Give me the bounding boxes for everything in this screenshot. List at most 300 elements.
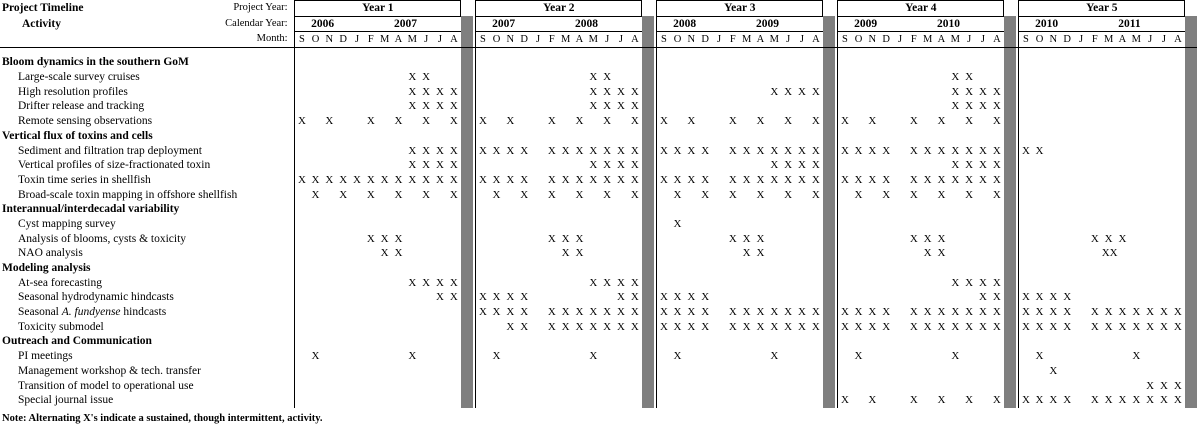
activity-mark: X (657, 305, 671, 320)
year-gap (461, 99, 473, 114)
empty-cell (405, 187, 419, 202)
year-gap (1004, 70, 1016, 85)
activity-row (0, 349, 1197, 364)
empty-cell (976, 55, 990, 70)
activity-mark: X (728, 232, 737, 245)
empty-cell (1046, 378, 1060, 393)
empty-cell (1074, 231, 1088, 246)
empty-cell (309, 217, 323, 232)
empty-cell (531, 158, 545, 173)
empty-cell (712, 187, 726, 202)
empty-cell (1060, 246, 1074, 261)
empty-cell (586, 290, 600, 305)
empty-cell (1129, 158, 1143, 173)
activity-mark: X (742, 320, 751, 333)
activity-mark: X (1063, 306, 1072, 319)
empty-cell (322, 202, 336, 217)
empty-cell (852, 99, 866, 114)
empty-cell (559, 364, 573, 379)
empty-cell (600, 378, 614, 393)
empty-cell (1129, 290, 1143, 305)
activity-row (0, 290, 1197, 305)
empty-cell (309, 334, 323, 349)
empty-cell (712, 173, 726, 188)
activity-mark: X (1132, 350, 1141, 363)
empty-cell (378, 114, 392, 129)
empty-cell (1171, 129, 1185, 144)
empty-cell (726, 261, 740, 276)
year-gap (823, 290, 835, 305)
activity-mark: X (561, 320, 570, 333)
empty-cell (559, 290, 573, 305)
empty-cell (740, 217, 754, 232)
empty-cell (893, 378, 907, 393)
empty-cell (614, 55, 628, 70)
empty-cell (1046, 143, 1060, 158)
month-label: Month: (0, 32, 292, 48)
activity-mark: X (673, 306, 682, 319)
empty-cell (1102, 114, 1116, 129)
empty-cell (879, 393, 893, 408)
calendar-year-header: 2007 (476, 16, 531, 32)
section-row (0, 202, 1197, 217)
empty-cell (781, 393, 795, 408)
activity-mark: X (937, 306, 946, 319)
empty-cell (726, 84, 740, 99)
activity-mark: X (937, 144, 946, 157)
activity-mark: X (838, 173, 852, 188)
empty-cell (573, 261, 587, 276)
year-gap (642, 143, 654, 158)
activity-mark: X (449, 159, 458, 172)
empty-cell (1157, 349, 1171, 364)
activity-mark: X (1063, 291, 1072, 304)
activity-row (0, 305, 1197, 320)
activity-mark: X (476, 305, 490, 320)
activity-mark: X (742, 232, 751, 245)
activity-mark: X (657, 173, 671, 188)
activity-mark: X (630, 291, 639, 304)
empty-cell (614, 349, 628, 364)
empty-cell (990, 364, 1004, 379)
empty-cell (1088, 114, 1102, 129)
empty-cell (531, 364, 545, 379)
year-gap (1004, 290, 1016, 305)
empty-cell (838, 202, 852, 217)
empty-cell (336, 55, 350, 70)
empty-cell (322, 70, 336, 85)
activity-mark: X (784, 115, 793, 128)
empty-cell (559, 275, 573, 290)
empty-cell (754, 393, 768, 408)
empty-cell (614, 187, 628, 202)
empty-cell (990, 70, 1004, 85)
activity-mark: X (1049, 394, 1058, 407)
empty-cell (1019, 334, 1033, 349)
header-spacer-row (0, 48, 1197, 56)
empty-cell (726, 99, 740, 114)
empty-cell (1102, 187, 1116, 202)
activity-mark: X (408, 85, 417, 98)
empty-cell (712, 143, 726, 158)
empty-cell (698, 393, 712, 408)
empty-cell (336, 319, 350, 334)
activity-mark: X (1159, 394, 1168, 407)
project-year-label: Project Year: (233, 2, 288, 14)
empty-cell (503, 378, 517, 393)
empty-cell (671, 378, 685, 393)
empty-cell (1088, 187, 1102, 202)
empty-cell (1046, 114, 1060, 129)
empty-cell (754, 334, 768, 349)
activity-mark: X (422, 173, 431, 186)
empty-cell (1060, 187, 1074, 202)
empty-cell (754, 275, 768, 290)
empty-cell (657, 158, 671, 173)
empty-cell (838, 129, 852, 144)
year-gap (642, 305, 654, 320)
empty-cell (1060, 261, 1074, 276)
empty-cell (712, 70, 726, 85)
empty-cell (671, 99, 685, 114)
empty-cell (1074, 70, 1088, 85)
empty-cell (476, 364, 490, 379)
empty-cell (503, 202, 517, 217)
year-gap (823, 99, 835, 114)
activity-mark: X (756, 247, 765, 260)
empty-cell (600, 246, 614, 261)
empty-cell (1060, 202, 1074, 217)
year-gap (642, 349, 654, 364)
empty-cell (907, 349, 921, 364)
month-header: J (600, 32, 614, 48)
empty-cell (350, 246, 364, 261)
empty-cell (545, 48, 559, 56)
project-year-header: Year 3 (657, 1, 823, 17)
year-gap (461, 114, 473, 129)
activity-row (0, 114, 1197, 129)
year-gap (461, 393, 473, 408)
activity-label: Vertical profiles of size-fractionated toxin (18, 159, 211, 172)
empty-cell (336, 334, 350, 349)
empty-cell (698, 378, 712, 393)
month-header: D (879, 32, 893, 48)
empty-cell (1102, 99, 1116, 114)
empty-cell (545, 334, 559, 349)
activity-mark: X (616, 85, 625, 98)
empty-cell (795, 217, 809, 232)
empty-cell (628, 231, 642, 246)
empty-cell (392, 158, 406, 173)
month-header: F (907, 32, 921, 48)
activity-mark: X (951, 100, 960, 113)
activity-header-cell (0, 16, 292, 32)
activity-mark: X (561, 173, 570, 186)
empty-cell (767, 202, 781, 217)
empty-cell (852, 364, 866, 379)
empty-cell (322, 290, 336, 305)
empty-cell (490, 231, 504, 246)
empty-cell (809, 70, 823, 85)
empty-cell (1074, 217, 1088, 232)
empty-cell (531, 55, 545, 70)
year-gap (1185, 1, 1197, 17)
year-gap (1004, 173, 1016, 188)
empty-cell (838, 334, 852, 349)
empty-cell (573, 158, 587, 173)
empty-cell (419, 393, 433, 408)
empty-cell (586, 364, 600, 379)
empty-cell (490, 158, 504, 173)
project-year-header: Year 2 (476, 1, 642, 17)
empty-cell (657, 48, 671, 56)
empty-cell (781, 217, 795, 232)
empty-cell (1102, 349, 1116, 364)
activity-mark: X (520, 188, 529, 201)
empty-cell (838, 55, 852, 70)
empty-cell (754, 129, 768, 144)
activity-mark: X (1104, 306, 1113, 319)
empty-cell (531, 187, 545, 202)
activity-mark: X (909, 115, 918, 128)
empty-cell (726, 275, 740, 290)
empty-cell (628, 217, 642, 232)
project-year-header: Year 4 (838, 1, 1004, 17)
empty-cell (392, 129, 406, 144)
empty-cell (490, 114, 504, 129)
empty-cell (1088, 143, 1102, 158)
activity-mark: X (978, 276, 987, 289)
activity-mark: X (784, 188, 793, 201)
empty-cell (1157, 217, 1171, 232)
empty-cell (1157, 99, 1171, 114)
activity-mark: X (728, 115, 737, 128)
empty-cell (545, 349, 559, 364)
activity-mark: X (1035, 394, 1044, 407)
activity-mark: X (616, 173, 625, 186)
year-gap (1004, 334, 1016, 349)
year-gap (642, 393, 654, 408)
activity-mark: X (868, 306, 877, 319)
empty-cell (614, 129, 628, 144)
empty-cell (573, 129, 587, 144)
year-gap (823, 378, 835, 393)
year-gap (1185, 158, 1197, 173)
activity-mark: X (1159, 379, 1168, 392)
empty-cell (767, 364, 781, 379)
activity-mark: X (435, 173, 444, 186)
empty-cell (364, 261, 378, 276)
year-gap (1185, 129, 1197, 144)
empty-cell (767, 378, 781, 393)
year-gap (1004, 158, 1016, 173)
empty-cell (1102, 129, 1116, 144)
month-header: N (865, 32, 879, 48)
empty-cell (350, 158, 364, 173)
empty-cell (1074, 84, 1088, 99)
activity-mark: X (603, 85, 612, 98)
empty-cell (935, 364, 949, 379)
month-row (0, 32, 1197, 48)
empty-cell (433, 55, 447, 70)
empty-cell (1143, 364, 1157, 379)
empty-cell (364, 217, 378, 232)
empty-cell (364, 143, 378, 158)
empty-cell (1074, 305, 1088, 320)
activity-mark: X (630, 159, 639, 172)
empty-cell (879, 158, 893, 173)
year-gap (642, 32, 654, 48)
empty-cell (433, 246, 447, 261)
empty-cell (350, 217, 364, 232)
empty-cell (573, 275, 587, 290)
empty-cell (628, 55, 642, 70)
empty-cell (893, 114, 907, 129)
empty-cell (754, 48, 768, 56)
empty-cell (336, 246, 350, 261)
empty-cell (657, 202, 671, 217)
empty-cell (503, 231, 517, 246)
empty-cell (809, 364, 823, 379)
empty-cell (350, 364, 364, 379)
empty-cell (921, 202, 935, 217)
year-gap (823, 217, 835, 232)
activity-mark: X (797, 173, 806, 186)
empty-cell (531, 202, 545, 217)
year-gap (823, 16, 835, 32)
empty-cell (309, 305, 323, 320)
activity-mark: X (882, 306, 891, 319)
year-gap (1185, 378, 1197, 393)
activity-mark: X (673, 350, 682, 363)
empty-cell (795, 364, 809, 379)
empty-cell (1116, 129, 1130, 144)
month-header: J (893, 32, 907, 48)
activity-mark: X (616, 144, 625, 157)
empty-cell (433, 364, 447, 379)
empty-cell (295, 55, 309, 70)
empty-cell (614, 378, 628, 393)
empty-cell (378, 48, 392, 56)
empty-cell (781, 378, 795, 393)
empty-cell (684, 70, 698, 85)
empty-cell (392, 55, 406, 70)
empty-cell (893, 246, 907, 261)
activity-mark: X (408, 173, 417, 186)
activity-mark: X (630, 276, 639, 289)
empty-cell (531, 305, 545, 320)
month-header: N (322, 32, 336, 48)
activity-mark: X (547, 115, 556, 128)
empty-cell (976, 378, 990, 393)
activity-mark: X (811, 173, 820, 186)
activity-mark: X (673, 188, 682, 201)
empty-cell (712, 378, 726, 393)
empty-cell (490, 334, 504, 349)
empty-cell (476, 334, 490, 349)
year-gap (461, 1, 473, 17)
month-header: J (350, 32, 364, 48)
empty-cell (684, 246, 698, 261)
month-header: J (433, 32, 447, 48)
activity-mark: X (1146, 394, 1155, 407)
month-header: J (795, 32, 809, 48)
empty-cell (809, 202, 823, 217)
activity-mark: X (422, 144, 431, 157)
month-header: J (531, 32, 545, 48)
activity-mark: X (797, 144, 806, 157)
empty-cell (309, 84, 323, 99)
activity-mark: X (408, 350, 417, 363)
empty-cell (476, 378, 490, 393)
year-gap (823, 173, 835, 188)
empty-cell (935, 275, 949, 290)
empty-cell (1088, 202, 1102, 217)
empty-cell (322, 378, 336, 393)
empty-cell (517, 129, 531, 144)
empty-cell (559, 48, 573, 56)
activity-mark: X (1019, 319, 1033, 334)
empty-cell (1074, 261, 1088, 276)
year-gap (1185, 143, 1197, 158)
year-gap (1185, 364, 1197, 379)
month-header: A (447, 32, 461, 48)
empty-cell (1033, 114, 1047, 129)
activity-mark: X (811, 115, 820, 128)
empty-cell (295, 275, 309, 290)
empty-cell (378, 217, 392, 232)
activity-mark: X (630, 115, 639, 128)
empty-cell (684, 84, 698, 99)
empty-cell (378, 202, 392, 217)
empty-cell (1060, 173, 1074, 188)
empty-cell (671, 84, 685, 99)
empty-cell (1129, 70, 1143, 85)
empty-cell (948, 114, 962, 129)
project-year-header: Year 1 (295, 1, 461, 17)
empty-cell (1060, 378, 1074, 393)
empty-cell (684, 202, 698, 217)
empty-cell (503, 393, 517, 408)
month-header: M (1102, 32, 1116, 48)
empty-cell (350, 290, 364, 305)
activity-mark: X (882, 188, 891, 201)
activity-row (0, 158, 1197, 173)
empty-cell (628, 378, 642, 393)
empty-cell (419, 334, 433, 349)
empty-cell (893, 217, 907, 232)
year-gap (461, 187, 473, 202)
empty-cell (1116, 261, 1130, 276)
empty-cell (322, 246, 336, 261)
empty-cell (712, 48, 726, 56)
empty-cell (879, 378, 893, 393)
month-header: M (586, 32, 600, 48)
year-gap (1004, 187, 1016, 202)
empty-cell (1088, 378, 1102, 393)
empty-cell (545, 70, 559, 85)
empty-cell (295, 378, 309, 393)
empty-cell (698, 55, 712, 70)
empty-cell (573, 364, 587, 379)
empty-cell (671, 48, 685, 56)
empty-cell (614, 70, 628, 85)
activity-label: At-sea forecasting (18, 276, 102, 289)
empty-cell (433, 114, 447, 129)
empty-cell (628, 261, 642, 276)
empty-cell (1157, 334, 1171, 349)
empty-cell (838, 349, 852, 364)
